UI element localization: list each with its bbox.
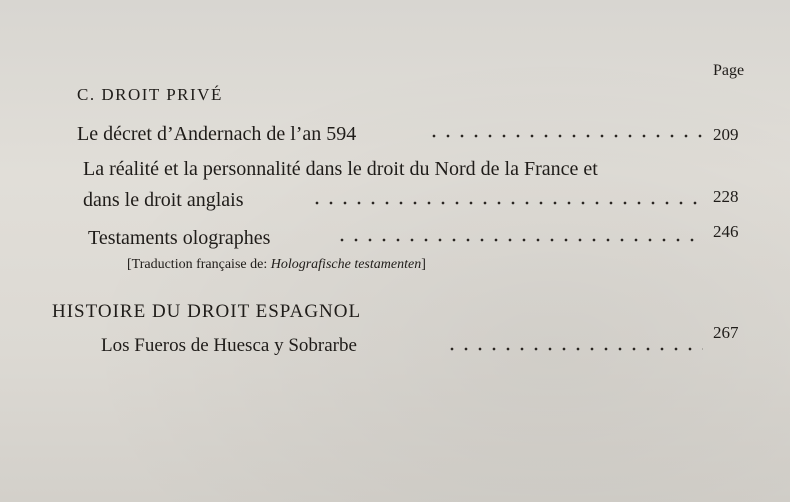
note-prefix: [Traduction française de:	[127, 257, 271, 272]
leader-dots	[335, 230, 703, 250]
section-heading-histoire-droit-espagnol: HISTOIRE DU DROIT ESPAGNOL	[52, 301, 362, 322]
page-column-label: Page	[713, 62, 745, 79]
leader-dots	[310, 193, 703, 213]
note-suffix: ]	[421, 257, 426, 272]
section-heading-droit-prive: C. DROIT PRIVÉ	[77, 85, 223, 104]
toc-entry-page: 209	[713, 125, 739, 144]
toc-entry-page: 267	[713, 323, 739, 342]
toc-entry-title: La réalité et la personnalité dans le droit du Nord de la France et	[83, 158, 598, 180]
toc-entry-page: 246	[713, 222, 739, 241]
toc-entry-title: Le décret d’Andernach de l’an 594	[77, 123, 357, 145]
toc-entry-page: 228	[713, 187, 739, 206]
toc-entry-title: Testaments olographes	[88, 227, 271, 249]
note-original-title: Holografische testamenten	[270, 257, 422, 272]
toc-entry-title: Los Fueros de Huesca y Sobrarbe	[101, 335, 357, 356]
leader-dots	[427, 126, 702, 146]
translation-note	[127, 257, 426, 273]
toc-entry-title-continued: dans le droit anglais	[83, 189, 244, 211]
leader-dots	[445, 339, 703, 359]
